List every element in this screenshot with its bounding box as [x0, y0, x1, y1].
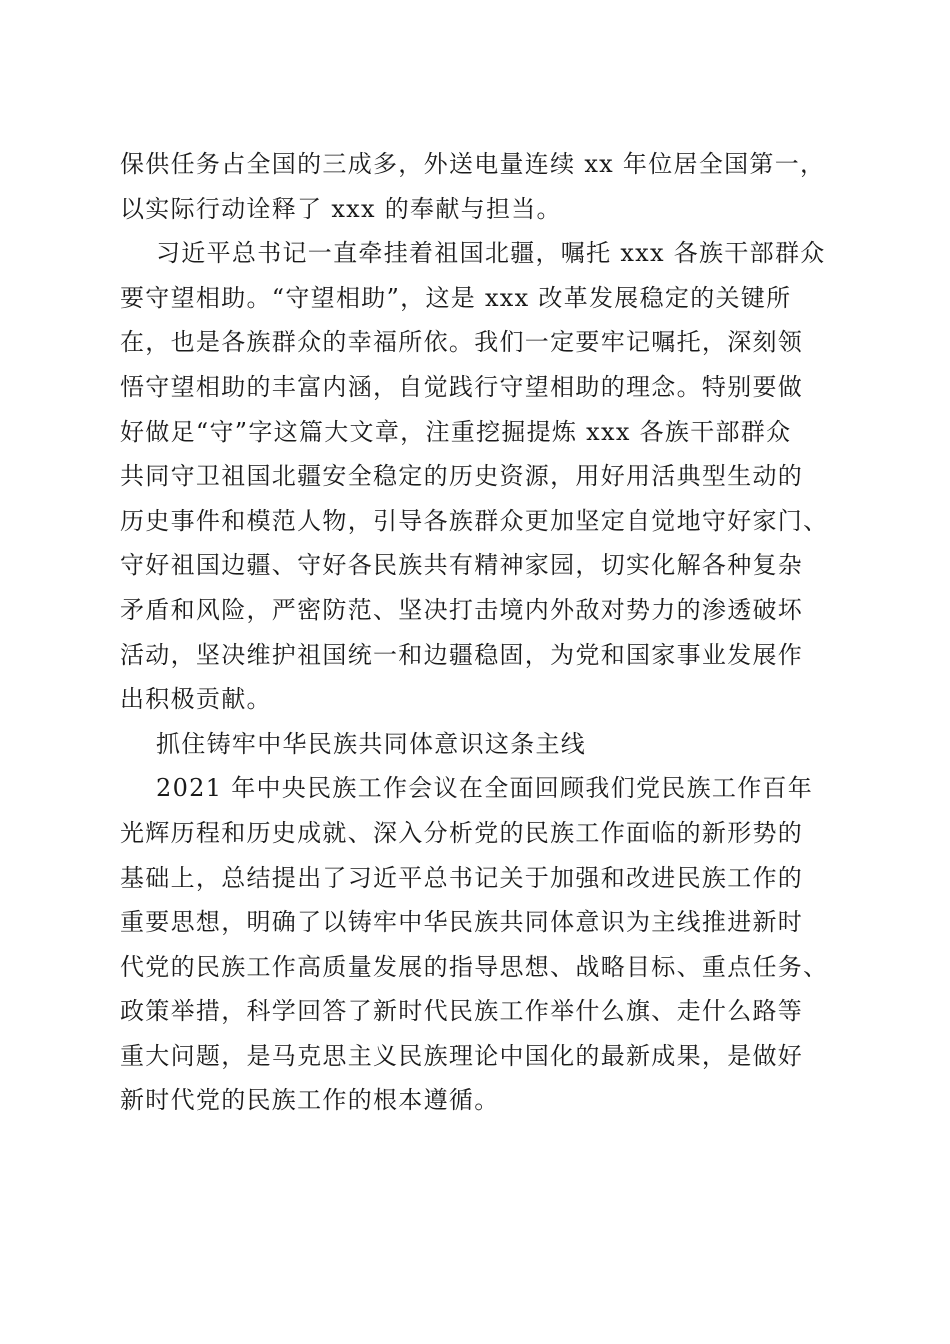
document-body — [120, 142, 830, 1123]
text-line: 守好祖国边疆、守好各民族共有精神家园，切实化解各种复杂 — [120, 551, 804, 580]
text-line: 活动，坚决维护祖国统一和边疆稳固，为党和国家事业发展作 — [120, 640, 804, 669]
text-line: 重要思想，明确了以铸牢中华民族共同体意识为主线推进新时 — [120, 908, 804, 937]
text-line: 新时代党的民族工作的根本遵循。 — [120, 1086, 500, 1115]
text-line: 共同守卫祖国北疆安全稳定的历史资源，用好用活典型生动的 — [120, 462, 804, 491]
text-line: 代党的民族工作高质量发展的指导思想、战略目标、重点任务、 — [120, 952, 829, 981]
paragraph-first-line: 抓住铸牢中华民族共同体意识这条主线 — [156, 729, 587, 758]
paragraph-first-line: 2021 年中央民族工作会议在全面回顾我们党民族工作百年 — [156, 774, 814, 803]
text-line: 在，也是各族群众的幸福所依。我们一定要牢记嘱托，深刻领 — [120, 328, 804, 357]
text-line: 好做足“守”字这篇大文章，注重挖掘提炼 xxx 各族干部群众 — [120, 417, 792, 446]
text-line: 保供任务占全国的三成多，外送电量连续 xx 年位居全国第一， — [120, 150, 826, 178]
paragraph-first-line: 习近平总书记一直牵挂着祖国北疆，嘱托 xxx 各族干部群众 — [156, 239, 826, 268]
text-line: 以实际行动诠释了 xxx 的奉献与担当。 — [120, 194, 562, 223]
text-line: 矛盾和风险，严密防范、坚决打击境内外敌对势力的渗透破坏 — [120, 595, 804, 624]
text-line: 重大问题，是马克思主义民族理论中国化的最新成果，是做好 — [120, 1041, 804, 1070]
text-line: 基础上，总结提出了习近平总书记关于加强和改进民族工作的 — [120, 863, 804, 892]
text-line: 历史事件和模范人物，引导各族群众更加坚定自觉地守好家门、 — [120, 506, 829, 535]
text-line: 要守望相助。“守望相助”，这是 xxx 改革发展稳定的关键所 — [120, 283, 792, 312]
text-line: 政策举措，科学回答了新时代民族工作举什么旗、走什么路等 — [120, 997, 804, 1026]
text-line: 出积极贡献。 — [120, 685, 272, 714]
text-line: 光辉历程和历史成就、深入分析党的民族工作面临的新形势的 — [120, 818, 804, 847]
text-line: 悟守望相助的丰富内涵，自觉践行守望相助的理念。特别要做 — [120, 372, 804, 401]
